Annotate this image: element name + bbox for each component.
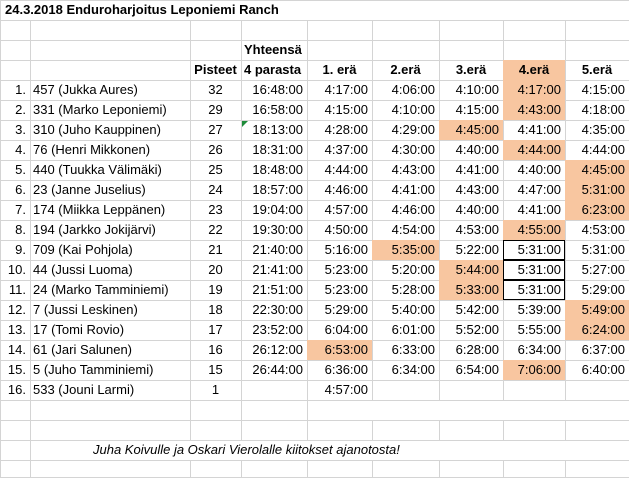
heat-time-cell[interactable]: 6:54:00 — [455, 362, 499, 377]
rider-name-cell[interactable]: 440 (Tuukka Välimäki) — [33, 162, 162, 177]
position-cell[interactable]: 6. — [15, 182, 26, 197]
position-cell[interactable]: 13. — [7, 322, 26, 337]
rider-name-cell[interactable]: 709 (Kai Pohjola) — [33, 242, 133, 257]
position-cell[interactable]: 14. — [7, 342, 26, 357]
heat-time-cell[interactable]: 5:23:00 — [324, 262, 368, 277]
heat-time-cell[interactable]: 5:28:00 — [391, 282, 435, 297]
heat-time-cell[interactable]: 4:53:00 — [581, 222, 625, 237]
heat-time-cell[interactable]: 5:31:00 — [565, 180, 629, 200]
heat-time-cell[interactable] — [565, 380, 629, 400]
heat-time-cell[interactable]: 5:33:00 — [439, 280, 503, 300]
position-cell[interactable]: 10. — [7, 262, 26, 277]
heat-time-cell[interactable]: 6:28:00 — [455, 342, 499, 357]
heat-time-cell[interactable]: 4:46:00 — [391, 202, 435, 217]
heat-time-cell[interactable]: 5:31:00 — [503, 280, 565, 300]
heat-time-cell[interactable]: 6:33:00 — [391, 342, 435, 357]
heat-time-cell[interactable] — [503, 380, 565, 400]
row-gridline — [0, 20, 629, 21]
heat-time-cell[interactable]: 4:17:00 — [503, 80, 565, 100]
points-cell[interactable]: 27 — [208, 122, 223, 137]
heat-time-cell[interactable]: 4:28:00 — [324, 122, 368, 137]
heat-time-cell[interactable]: 6:23:00 — [565, 200, 629, 220]
points-cell[interactable]: 22 — [208, 222, 223, 237]
total-time-cell[interactable]: 18:31:00 — [252, 142, 303, 157]
heat-time-cell[interactable]: 4:15:00 — [581, 82, 625, 97]
heat-time-cell[interactable]: 5:27:00 — [581, 262, 625, 277]
header-pisteet[interactable]: Pisteet — [194, 62, 237, 77]
heat-time-cell[interactable]: 6:40:00 — [581, 362, 625, 377]
heat-time-cell[interactable]: 4:57:00 — [324, 202, 368, 217]
heat-time-cell[interactable]: 6:04:00 — [324, 322, 368, 337]
total-time-cell[interactable]: 26:12:00 — [252, 342, 303, 357]
total-time-cell[interactable]: 23:52:00 — [252, 322, 303, 337]
position-cell[interactable]: 4. — [15, 142, 26, 157]
heat-time-cell[interactable]: 4:40:00 — [517, 162, 561, 177]
heat-time-cell[interactable]: 4:50:00 — [324, 222, 368, 237]
position-cell[interactable]: 16. — [7, 382, 26, 397]
heat-time-cell[interactable]: 6:01:00 — [391, 322, 435, 337]
heat-time-cell[interactable]: 4:45:00 — [565, 160, 629, 180]
header-era5[interactable]: 5.erä — [581, 62, 613, 77]
heat-time-cell[interactable]: 5:40:00 — [391, 302, 435, 317]
points-cell[interactable]: 18 — [208, 302, 223, 317]
heat-time-cell[interactable]: 5:49:00 — [565, 300, 629, 320]
header-era1[interactable]: 1. erä — [322, 62, 357, 77]
heat-time-cell[interactable]: 4:57:00 — [324, 382, 368, 397]
heat-time-cell[interactable]: 7:06:00 — [503, 360, 565, 380]
header-era2[interactable]: 2.erä — [390, 62, 421, 77]
points-cell[interactable]: 24 — [208, 182, 223, 197]
position-cell[interactable]: 2. — [15, 102, 26, 117]
header-yhteensa-line2[interactable]: 4 parasta — [244, 62, 302, 77]
heat-time-cell[interactable]: 6:37:00 — [581, 342, 625, 357]
heat-time-cell[interactable]: 4:43:00 — [503, 100, 565, 120]
rider-name-cell[interactable]: 7 (Jussi Leskinen) — [33, 302, 138, 317]
heat-time-cell[interactable]: 5:22:00 — [455, 242, 499, 257]
heat-time-cell[interactable]: 4:40:00 — [455, 142, 499, 157]
rider-name-cell[interactable]: 533 (Jouni Larmi) — [33, 382, 135, 397]
heat-time-cell[interactable]: 5:31:00 — [503, 260, 565, 280]
position-cell[interactable]: 1. — [15, 82, 26, 97]
comment-indicator-icon[interactable] — [242, 121, 248, 127]
points-cell[interactable]: 15 — [208, 362, 223, 377]
heat-time-cell[interactable]: 4:15:00 — [455, 102, 499, 117]
rider-name-cell[interactable]: 457 (Jukka Aures) — [33, 82, 138, 97]
total-time-cell[interactable]: 16:48:00 — [252, 82, 303, 97]
heat-time-cell[interactable]: 5:31:00 — [503, 240, 565, 260]
heat-time-cell[interactable]: 6:36:00 — [324, 362, 368, 377]
points-cell[interactable]: 25 — [208, 162, 223, 177]
rider-name-cell[interactable]: 331 (Marko Leponiemi) — [33, 102, 167, 117]
heat-time-cell[interactable]: 4:40:00 — [455, 202, 499, 217]
total-time-cell[interactable]: 21:51:00 — [252, 282, 303, 297]
points-cell[interactable]: 20 — [208, 262, 223, 277]
position-cell[interactable]: 9. — [15, 242, 26, 257]
total-time-cell[interactable]: 18:48:00 — [252, 162, 303, 177]
heat-time-cell[interactable] — [372, 380, 439, 400]
heat-time-cell[interactable]: 4:41:00 — [455, 162, 499, 177]
points-cell[interactable]: 16 — [208, 342, 223, 357]
points-cell[interactable]: 21 — [208, 242, 223, 257]
total-time-cell[interactable]: 21:40:00 — [252, 242, 303, 257]
heat-time-cell[interactable]: 4:41:00 — [517, 122, 561, 137]
heat-time-cell[interactable]: 4:45:00 — [439, 120, 503, 140]
heat-time-cell[interactable]: 4:43:00 — [455, 182, 499, 197]
heat-time-cell[interactable]: 4:10:00 — [391, 102, 435, 117]
heat-time-cell[interactable]: 4:46:00 — [324, 182, 368, 197]
heat-time-cell[interactable] — [439, 380, 503, 400]
points-cell[interactable]: 23 — [208, 202, 223, 217]
total-time-cell[interactable]: 22:30:00 — [252, 302, 303, 317]
points-cell[interactable]: 19 — [208, 282, 223, 297]
position-cell[interactable]: 11. — [8, 282, 26, 297]
heat-time-cell[interactable]: 4:41:00 — [517, 202, 561, 217]
total-time-cell[interactable] — [241, 380, 307, 400]
heat-time-cell[interactable]: 5:20:00 — [391, 262, 435, 277]
rider-name-cell[interactable]: 194 (Jarkko Jokijärvi) — [33, 222, 156, 237]
rider-name-cell[interactable]: 174 (Miikka Leppänen) — [33, 202, 166, 217]
heat-time-cell[interactable]: 5:29:00 — [324, 302, 368, 317]
points-cell[interactable]: 17 — [208, 322, 223, 337]
heat-time-cell[interactable]: 4:06:00 — [391, 82, 435, 97]
rider-name-cell[interactable]: 17 (Tomi Rovio) — [33, 322, 125, 337]
heat-time-cell[interactable]: 4:54:00 — [391, 222, 435, 237]
points-cell[interactable]: 32 — [208, 82, 223, 97]
rider-name-cell[interactable]: 23 (Janne Juselius) — [33, 182, 146, 197]
heat-time-cell[interactable]: 6:24:00 — [565, 320, 629, 340]
sheet-title[interactable]: 24.3.2018 Enduroharjoitus Leponiemi Ranch — [5, 2, 279, 17]
heat-time-cell[interactable]: 4:18:00 — [581, 102, 625, 117]
total-time-cell[interactable]: 19:04:00 — [252, 202, 303, 217]
heat-time-cell[interactable]: 6:34:00 — [391, 362, 435, 377]
heat-time-cell[interactable]: 4:10:00 — [455, 82, 499, 97]
heat-time-cell[interactable]: 5:55:00 — [517, 322, 561, 337]
position-cell[interactable]: 7. — [15, 202, 26, 217]
heat-time-cell[interactable]: 4:44:00 — [503, 140, 565, 160]
heat-time-cell[interactable]: 4:44:00 — [581, 142, 625, 157]
total-time-cell[interactable]: 21:41:00 — [252, 262, 303, 277]
rider-name-cell[interactable]: 24 (Marko Tamminiemi) — [33, 282, 169, 297]
position-cell[interactable]: 15. — [7, 362, 26, 377]
total-time-cell[interactable]: 16:58:00 — [252, 102, 303, 117]
heat-time-cell[interactable]: 6:34:00 — [517, 342, 561, 357]
heat-time-cell[interactable]: 5:23:00 — [324, 282, 368, 297]
heat-time-cell[interactable]: 4:55:00 — [503, 220, 565, 240]
position-cell[interactable]: 8. — [15, 222, 26, 237]
points-cell[interactable]: 29 — [208, 102, 223, 117]
heat-time-cell[interactable]: 5:35:00 — [372, 240, 439, 260]
heat-time-cell[interactable]: 5:31:00 — [581, 242, 625, 257]
position-cell[interactable]: 3. — [15, 122, 26, 137]
heat-time-cell[interactable]: 4:37:00 — [324, 142, 368, 157]
heat-time-cell[interactable]: 4:35:00 — [581, 122, 625, 137]
heat-time-cell[interactable]: 4:29:00 — [391, 122, 435, 137]
heat-time-cell[interactable]: 6:53:00 — [307, 340, 372, 360]
heat-time-cell[interactable]: 5:16:00 — [324, 242, 368, 257]
heat-time-cell[interactable]: 4:43:00 — [391, 162, 435, 177]
points-cell[interactable]: 26 — [208, 142, 223, 157]
total-time-cell[interactable]: 19:30:00 — [252, 222, 303, 237]
rider-name-cell[interactable]: 310 (Juho Kauppinen) — [33, 122, 161, 137]
total-time-cell[interactable]: 18:13:00 — [252, 122, 303, 137]
heat-time-cell[interactable]: 4:15:00 — [324, 102, 368, 117]
heat-time-cell[interactable]: 5:44:00 — [439, 260, 503, 280]
footer-thanks-text[interactable]: Juha Koivulle ja Oskari Vierolalle kiitokset ajanotosta! — [93, 442, 400, 457]
heat-time-cell[interactable]: 4:53:00 — [455, 222, 499, 237]
rider-name-cell[interactable]: 44 (Jussi Luoma) — [33, 262, 133, 277]
rider-name-cell[interactable]: 76 (Henri Mikkonen) — [33, 142, 151, 157]
header-era3[interactable]: 3.erä — [455, 62, 487, 77]
row-gridline — [0, 420, 629, 421]
empty-area — [308, 401, 629, 420]
heat-time-cell[interactable]: 5:39:00 — [517, 302, 561, 317]
points-cell[interactable]: 1 — [211, 382, 220, 397]
heat-time-cell[interactable]: 4:44:00 — [324, 162, 368, 177]
row-gridline — [0, 460, 629, 461]
heat-time-cell[interactable]: 5:42:00 — [455, 302, 499, 317]
row-gridline — [0, 40, 629, 41]
heat-time-cell[interactable]: 4:17:00 — [324, 82, 368, 97]
heat-time-cell[interactable]: 4:30:00 — [391, 142, 435, 157]
position-cell[interactable]: 12. — [7, 302, 26, 317]
rider-name-cell[interactable]: 5 (Juho Tamminiemi) — [33, 362, 154, 377]
header-era4[interactable]: 4.erä — [503, 60, 565, 80]
total-time-cell[interactable]: 18:57:00 — [252, 182, 303, 197]
total-time-cell[interactable]: 26:44:00 — [252, 362, 303, 377]
heat-time-cell[interactable]: 4:41:00 — [391, 182, 435, 197]
heat-time-cell[interactable]: 5:52:00 — [455, 322, 499, 337]
heat-time-cell[interactable]: 4:47:00 — [517, 182, 561, 197]
position-cell[interactable]: 5. — [15, 162, 26, 177]
heat-time-cell[interactable]: 5:29:00 — [581, 282, 625, 297]
rider-name-cell[interactable]: 61 (Jari Salunen) — [33, 342, 132, 357]
header-yhteensa-line1[interactable]: Yhteensä — [244, 42, 302, 57]
